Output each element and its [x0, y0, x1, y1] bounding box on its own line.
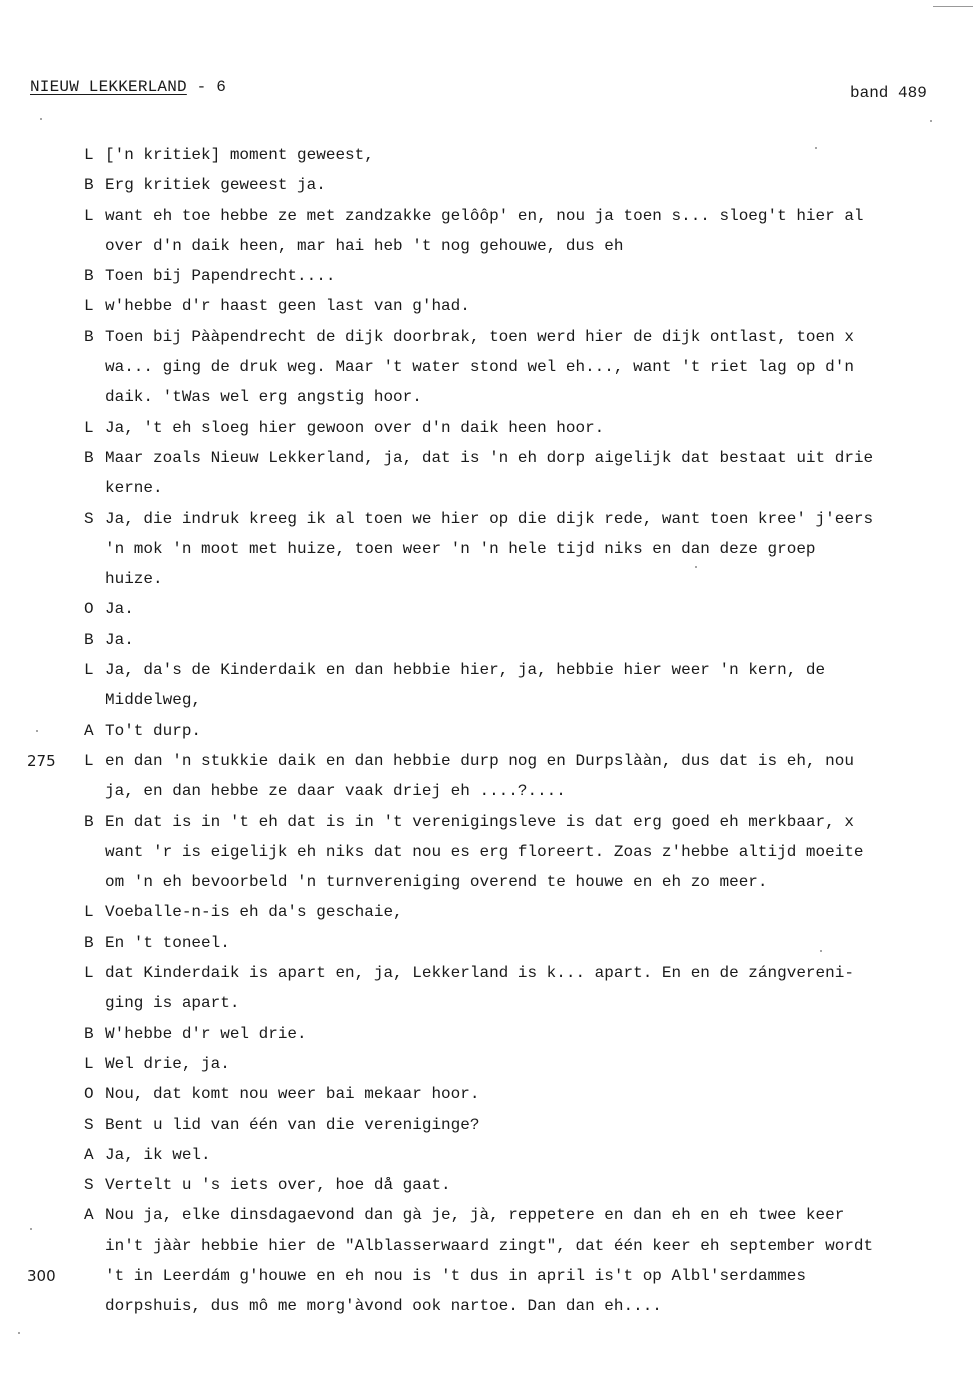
transcript-line: [0, 807, 973, 837]
scan-speck: [18, 1332, 20, 1334]
speaker-label: L: [84, 297, 94, 316]
transcript-turn: [0, 1261, 973, 1291]
utterance-text: Maar zoals Nieuw Lekkerland, ja, dat is 'n eh dorp aigelijk dat bestaat uit drie: [105, 448, 874, 467]
transcript-line: [0, 443, 973, 473]
utterance-text: kerne.: [105, 479, 163, 498]
transcript-line: [0, 1079, 973, 1109]
transcript-turn: [0, 170, 973, 200]
utterance-text: Ja, da's de Kinderdaik en dan hebbie hier, ja, hebbie hier weer 'n kern, de: [105, 661, 826, 680]
transcript-line: [0, 1140, 973, 1170]
transcript-line: [0, 958, 973, 988]
transcript-turn: [0, 1291, 973, 1321]
scan-speck: [36, 730, 38, 732]
transcript-turn: [0, 261, 973, 291]
speaker-label: L: [84, 206, 94, 225]
transcript-turn: [0, 1079, 973, 1109]
speaker-label: B: [84, 176, 94, 195]
utterance-text: Erg kritiek geweest ja.: [105, 176, 326, 195]
speaker-label: L: [84, 1054, 94, 1073]
transcript-line: [0, 685, 973, 715]
speaker-label: B: [84, 630, 94, 649]
transcript-turn: [0, 928, 973, 958]
transcript-line: [0, 1261, 973, 1291]
transcript-turn: [0, 746, 973, 807]
utterance-text: Voeballe-n-is eh da's geschaie,: [105, 903, 403, 922]
utterance-text: Bent u lid van één van die vereniginge?: [105, 1115, 480, 1134]
speaker-label: B: [84, 812, 94, 831]
utterance-text: W'hebbe d'r wel drie.: [105, 1024, 307, 1043]
transcript-turn: [0, 291, 973, 321]
scan-speck: [930, 120, 932, 122]
transcript-turn: [0, 1049, 973, 1079]
transcript-line: [0, 1200, 973, 1230]
transcript-turn: [0, 322, 973, 413]
speaker-label: B: [84, 1024, 94, 1043]
transcript-line: [0, 473, 973, 503]
transcript-line: [0, 988, 973, 1018]
transcript-line: [0, 564, 973, 594]
speaker-label: B: [84, 267, 94, 286]
utterance-text: Ja.: [105, 600, 134, 619]
transcript-line: [0, 867, 973, 897]
transcript-line: [0, 261, 973, 291]
transcript-line: [0, 1291, 973, 1321]
speaker-label: A: [84, 1206, 94, 1225]
line-number: 300: [27, 1266, 56, 1285]
speaker-label: A: [84, 721, 94, 740]
scan-speck: [815, 147, 817, 149]
transcript-turn: [0, 594, 973, 624]
utterance-text: over d'n daik heen, mar hai heb 't nog gehouwe, dus eh: [105, 236, 624, 255]
speaker-label: B: [84, 448, 94, 467]
utterance-text: Ja.: [105, 630, 134, 649]
utterance-text: En dat is in 't eh dat is in 't verenigingsleve is dat erg goed eh merkbaar, x: [105, 812, 854, 831]
utterance-text: Vertelt u 's iets over, hoe då gaat.: [105, 1176, 451, 1195]
utterance-text: daik. 'tWas wel erg angstig hoor.: [105, 388, 422, 407]
header-place-name: NIEUW LEKKERLAND: [30, 78, 187, 96]
utterance-text: en dan 'n stukkie daik en dan hebbie durp nog en Durpslààn, dus dat is eh, nou: [105, 751, 854, 770]
transcript-line: [0, 170, 973, 200]
speaker-label: A: [84, 1145, 94, 1164]
transcript-line: [0, 594, 973, 624]
transcript-turn: [0, 1200, 973, 1261]
utterance-text: dat Kinderdaik is apart en, ja, Lekkerland is k... apart. En en de zángvereni-: [105, 964, 854, 983]
speaker-label: L: [84, 751, 94, 770]
transcript-turn: [0, 443, 973, 504]
transcript-line: [0, 1019, 973, 1049]
speaker-label: S: [84, 509, 94, 528]
transcript-turn: [0, 1019, 973, 1049]
transcript-line: [0, 928, 973, 958]
transcript-turn: [0, 897, 973, 927]
utterance-text: wa... ging de druk weg. Maar 't water stond wel eh..., want 't riet lag op d'n: [105, 358, 854, 377]
speaker-label: L: [84, 146, 94, 164]
transcript-line: [0, 1170, 973, 1200]
utterance-text: Toen bij Pààpendrecht de dijk doorbrak, toen werd hier de dijk ontlast, toen x: [105, 327, 854, 346]
transcript-line: [0, 837, 973, 867]
utterance-text: Nou, dat komt nou weer bai mekaar hoor.: [105, 1085, 480, 1104]
utterance-text: Toen bij Papendrecht....: [105, 267, 336, 286]
utterance-text: Ja, ik wel.: [105, 1145, 211, 1164]
transcript-line: [0, 201, 973, 231]
header-page-number: - 6: [186, 78, 227, 96]
transcript-turn: [0, 201, 973, 262]
utterance-text: 't in Leerdám g'houwe en eh nou is 't dus in april is't op Albl'serdammes: [105, 1266, 806, 1285]
speaker-label: S: [84, 1115, 94, 1134]
speaker-label: O: [84, 1085, 94, 1104]
utterance-text: om 'n eh bevoorbeld 'n turnvereniging overend te houwe en eh zo meer.: [105, 873, 768, 892]
transcript-line: [0, 1049, 973, 1079]
transcript-line: [0, 746, 973, 776]
scan-speck: [695, 566, 697, 568]
transcript-turn: [0, 413, 973, 443]
transcript-turn: [0, 625, 973, 655]
transcript-line: [0, 716, 973, 746]
transcript: [0, 140, 973, 1322]
transcript-line: [0, 352, 973, 382]
utterance-text: To't durp.: [105, 721, 202, 740]
transcript-line: [0, 534, 973, 564]
transcript-turn: [0, 1140, 973, 1170]
transcript-line: [0, 140, 973, 170]
utterance-text: dorpshuis, dus mô me morg'àvond ook nartoe. Dan dan eh....: [105, 1297, 662, 1316]
utterance-text: huize.: [105, 570, 163, 589]
utterance-text: En 't toneel.: [105, 933, 230, 952]
utterance-text: ging is apart.: [105, 994, 240, 1013]
utterance-text: want eh toe hebbe ze met zandzakke gelôôp' en, nou ja toen s... sloeg't hier al: [105, 206, 864, 225]
scan-speck: [820, 950, 822, 952]
transcript-turn: [0, 1110, 973, 1140]
utterance-text: Nou ja, elke dinsdagaevond dan gà je, jà, reppetere en dan eh en eh twee keer: [105, 1206, 845, 1225]
transcript-turn: [0, 655, 973, 716]
transcript-turn: [0, 1170, 973, 1200]
utterance-text: ['n kritiek] moment geweest,: [105, 146, 374, 164]
speaker-label: L: [84, 661, 94, 680]
speaker-label: B: [84, 327, 94, 346]
line-number: 275: [27, 751, 56, 770]
speaker-label: L: [84, 418, 94, 437]
speaker-label: L: [84, 903, 94, 922]
utterance-text: Wel drie, ja.: [105, 1054, 230, 1073]
utterance-text: want 'r is eigelijk eh niks dat nou es erg floreert. Zoas z'hebbe altijd moeite: [105, 842, 864, 861]
utterance-text: Ja, 't eh sloeg hier gewoon over d'n daik heen hoor.: [105, 418, 605, 437]
scan-speck: [40, 118, 42, 120]
transcript-line: [0, 231, 973, 261]
utterance-text: in't jààr hebbie hier de "Alblasserwaard zingt", dat één keer eh september wordt: [105, 1236, 874, 1255]
speaker-label: O: [84, 600, 94, 619]
transcript-turn: [0, 140, 973, 170]
utterance-text: ja, en dan hebbe ze daar vaak driej eh ....?....: [105, 782, 566, 801]
speaker-label: L: [84, 964, 94, 983]
transcript-line: [0, 413, 973, 443]
transcript-turn: [0, 716, 973, 746]
transcript-line: [0, 322, 973, 352]
transcript-turn: [0, 958, 973, 1019]
transcript-line: [0, 625, 973, 655]
utterance-text: Ja, die indruk kreeg ik al toen we hier op die dijk rede, want toen kree' j'eers: [105, 509, 874, 528]
speaker-label: S: [84, 1176, 94, 1195]
page-header-title: [30, 78, 226, 96]
transcript-line: [0, 897, 973, 927]
transcript-line: [0, 504, 973, 534]
utterance-text: 'n mok 'n moot met huize, toen weer 'n 'n hele tijd niks en dan deze groep: [105, 539, 816, 558]
header-band-number: band 489: [850, 84, 927, 102]
transcript-line: [0, 382, 973, 412]
speaker-label: B: [84, 933, 94, 952]
transcript-line: [0, 1110, 973, 1140]
transcript-line: [0, 1231, 973, 1261]
transcript-line: [0, 291, 973, 321]
utterance-text: Middelweg,: [105, 691, 202, 710]
transcript-line: [0, 655, 973, 685]
scan-speck: [30, 1228, 32, 1230]
scan-mark: [933, 6, 973, 7]
transcript-turn: [0, 504, 973, 595]
transcript-turn: [0, 807, 973, 898]
utterance-text: w'hebbe d'r haast geen last van g'had.: [105, 297, 470, 316]
transcript-line: [0, 776, 973, 806]
